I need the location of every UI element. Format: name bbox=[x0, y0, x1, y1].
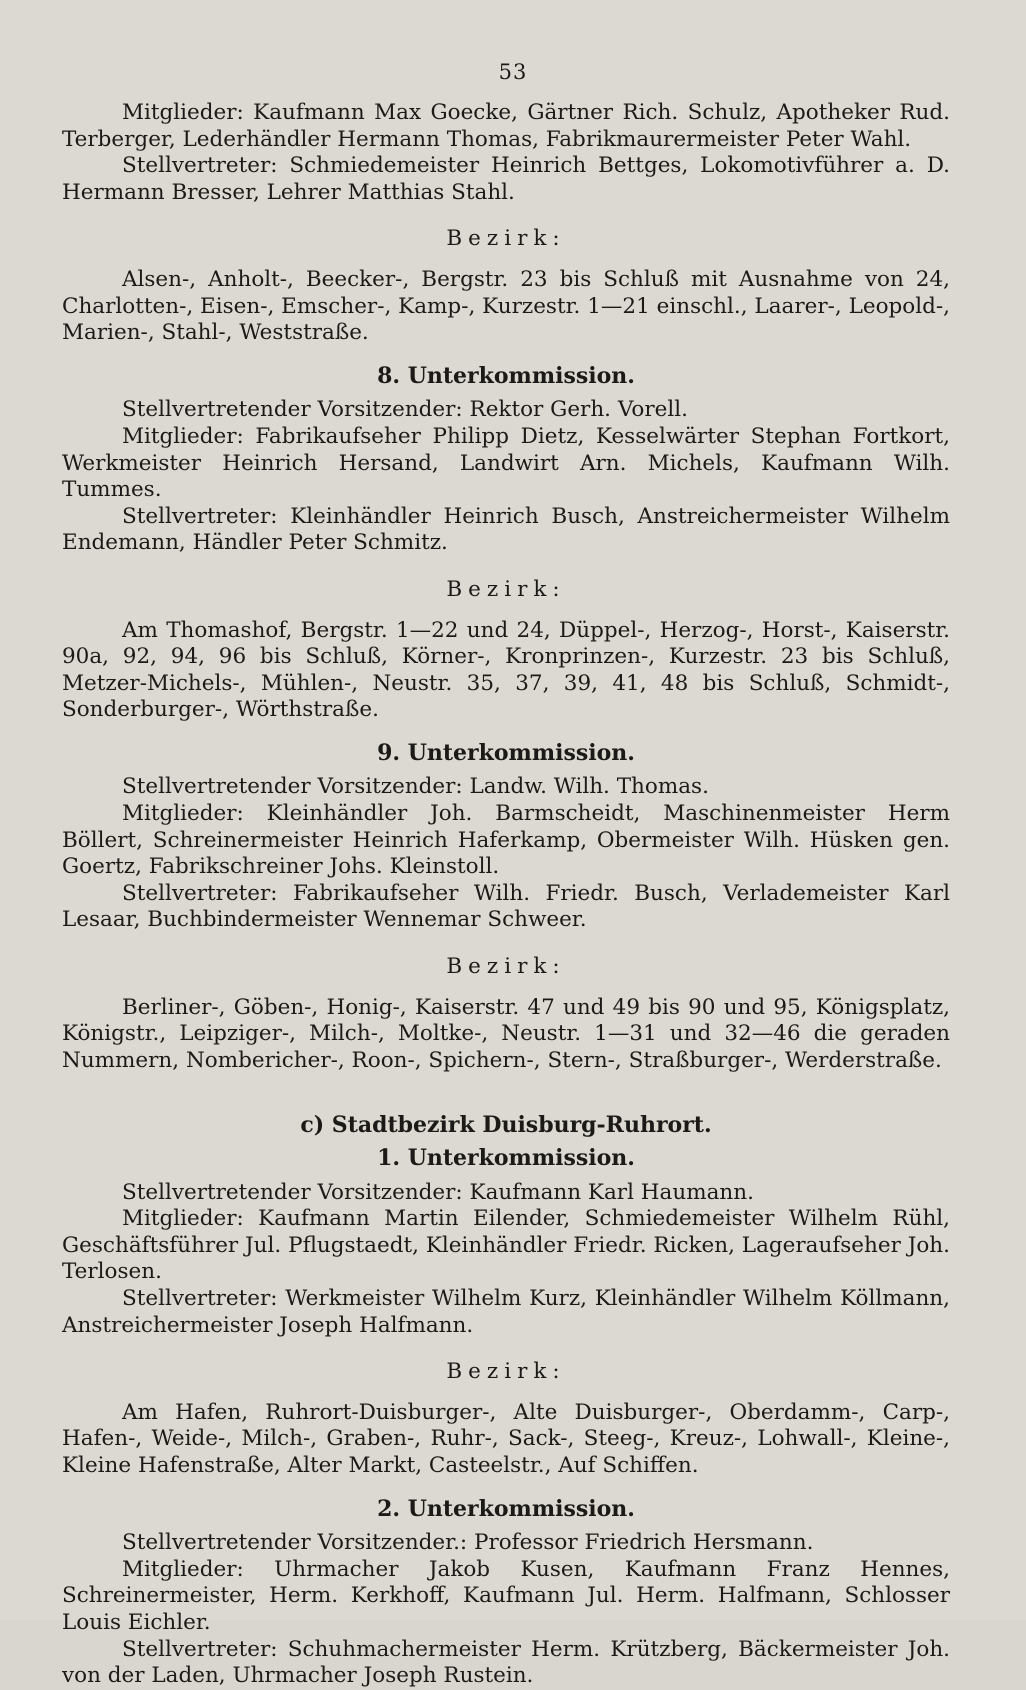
paragraph: Stellvertreter: Werkmeister Wilhelm Kurz, Kleinhändler Wilhelm Köllmann, Anstreichermeister Joseph Halfmann. bbox=[62, 1285, 950, 1338]
paragraph: Stellvertreter: Fabrikaufseher Wilh. Friedr. Busch, Verlademeister Karl Lesaar, Buchbindermeister Wennemar Schweer. bbox=[62, 880, 950, 933]
paragraph: Stellvertretender Vorsitzender: Rektor Gerh. Vorell. bbox=[122, 397, 688, 423]
paragraph: Alsen-, Anholt-, Beecker-, Bergstr. 23 bis Schluß mit Ausnahme von 24, Charlotten-, Eisen-, Emscher-, Kamp-, Kurzestr. 1—21 einschl., Laarer-, Leopold-, Marien-, Stahl-, Weststraße. bbox=[62, 266, 950, 346]
paragraph: Stellvertretender Vorsitzender: Landw. Wilh. Thomas. bbox=[122, 774, 709, 800]
district-heading: c) Stadtbezirk Duisburg-Ruhrort. bbox=[300, 1112, 712, 1139]
paragraph: Stellvertreter: Kleinhändler Heinrich Busch, Anstreichermeister Wilhelm Endemann, Händler Peter Schmitz. bbox=[62, 503, 950, 556]
section-heading: 1. Unterkommission. bbox=[377, 1145, 635, 1171]
paragraph: Am Thomashof, Bergstr. 1—22 und 24, Düppel-, Herzog-, Horst-, Kaiserstr. 90a, 92, 94, 96 bis Schluß, Körner-, Kronprinzen-, Kurzestr. 23 bis Schluß, Metzer-Michels-, Mühlen-, Neustr. 35, 37, 39, 41, 48 bis Schluß, Schmidt-, Sonderburger-, Wörthstraße. bbox=[62, 617, 950, 723]
bezirk-heading: Bezirk: bbox=[446, 576, 566, 602]
bezirk-heading: Bezirk: bbox=[446, 226, 566, 252]
paragraph: Mitglieder: Uhrmacher Jakob Kusen, Kaufmann Franz Hennes, Schreinermeister, Herm. Kerkhoff, Kaufmann Jul. Herm. Halfmann, Schlosser Louis Eichler. bbox=[62, 1556, 950, 1635]
paragraph: Berliner-, Göben-, Honig-, Kaiserstr. 47 und 49 bis 90 und 95, Königsplatz, Königstr., Leipziger-, Milch-, Moltke-, Neustr. 1—31 und 32—46 die geraden Nummern, Nombericher-, Roon-, Spichern-, Stern-, Straßburger-, Werderstraße. bbox=[62, 994, 950, 1073]
paragraph: Stellvertreter: Schmiedemeister Heinrich Bettges, Lokomotivführer a. D. Hermann Bresser, Lehrer Matthias Stahl. bbox=[62, 153, 950, 205]
bezirk-heading: Bezirk: bbox=[446, 954, 566, 980]
section-heading: 8. Unterkommission. bbox=[377, 362, 635, 389]
paragraph: Stellvertreter: Schuhmachermeister Herm. Krützberg, Bäckermeister Joh. von der Laden, Uhrmacher Joseph Rustein. bbox=[62, 1636, 950, 1689]
bezirk-heading: Bezirk: bbox=[446, 1359, 566, 1385]
section-heading: 2. Unterkommission. bbox=[377, 1495, 635, 1522]
paragraph: Stellvertretender Vorsitzender.: Professor Friedrich Hersmann. bbox=[122, 1530, 814, 1556]
paragraph: Mitglieder: Fabrikaufseher Philipp Dietz, Kesselwärter Stephan Fortkort, Werkmeister Heinrich Hersand, Landwirt Arn. Michels, Kaufmann Wilh. Tummes. bbox=[62, 423, 950, 503]
page-number: 53 bbox=[498, 60, 528, 84]
paragraph: Stellvertretender Vorsitzender: Kaufmann Karl Haumann. bbox=[122, 1179, 754, 1205]
section-heading: 9. Unterkommission. bbox=[377, 739, 635, 766]
paragraph: Mitglieder: Kaufmann Max Goecke, Gärtner Rich. Schulz, Apotheker Rud. Terberger, Lederhändler Hermann Thomas, Fabrikmaurermeister Peter Wahl. bbox=[62, 100, 950, 152]
paragraph: Am Hafen, Ruhrort-Duisburger-, Alte Duisburger-, Oberdamm-, Carp-, Hafen-, Weide-, Milch-, Graben-, Ruhr-, Sack-, Steeg-, Kreuz-, Lohwall-, Kleine-, Kleine Hafenstraße, Alter Markt, Casteelstr., Auf Schiffen. bbox=[62, 1399, 950, 1478]
page-content bbox=[62, 100, 950, 1690]
paragraph: Mitglieder: Kaufmann Martin Eilender, Schmiedemeister Wilhelm Rühl, Geschäftsführer Jul. Pflugstaedt, Kleinhändler Friedr. Ricken, Lageraufseher Joh. Terlosen. bbox=[62, 1206, 950, 1285]
paragraph: Mitglieder: Kleinhändler Joh. Barmscheidt, Maschinenmeister Herm Böllert, Schreinermeister Heinrich Haferkamp, Obermeister Wilh. Hüsken gen. Goertz, Fabrikschreiner Johs. Kleinstoll. bbox=[62, 801, 950, 880]
